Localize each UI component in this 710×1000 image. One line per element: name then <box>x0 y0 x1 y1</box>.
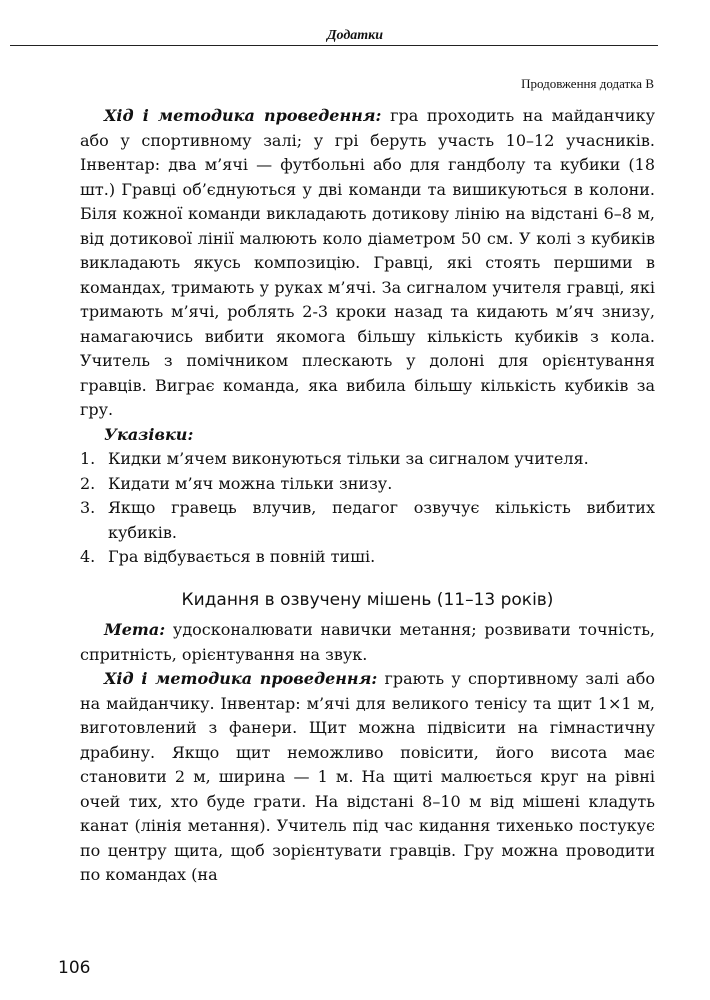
method-text: грають у спортивному залі або на майданчику. Інвентар: м’ячі для великого тенісу та щит 1×1 м, виготовлений з фанери. Щит можна підвісити на гімнастичну драбину. Якщо щит неможливо повісити, його висота має становити 2 м, ширина — 1 м. На щиті малюється круг на рівні очей тих, хто буде грати. На відстані 8–10 м від мішені кладуть канат (лінія метання). Учитель під час кидання тихенько постукує по центру щита, щоб зорієнтувати гравців. Гру можна проводити по командах (на <box>80 669 656 884</box>
list-item-number: 3. <box>80 498 96 517</box>
section1-body: гра проходить на майданчику або у спортивному залі; у грі беруть участь 10–12 учасників. Інвентар: два м’ячі — футбольні або для гандболу та кубики (18 шт.) Гравці об’єднуються у дві команди та вишикуються в колони. Біля кожної команди викладають дотикову лінію на відстані 6–8 м, від дотикової лінії малюють коло діаметром 50 см. У колі з кубиків викладають якусь композицію. Гравці, які стоять першими в командах, тримають у руках м’ячі. За сигналом учителя гравці, які тримають м’ячі, роблять 2-3 кроки назад та кидають м’яч знизу, намагаючись вибити якомога більшу кількість кубиків з кола. Учитель з помічником плескають у долоні для орієнтування гравців. Виграє команда, яка вибила більшу кількість кубиків за гру. <box>80 106 655 419</box>
list-item <box>80 447 655 472</box>
list-item <box>80 545 655 570</box>
method-label: Хід і методика проведення: <box>104 669 378 688</box>
list-item-text: Гра відбувається в повній тиші. <box>108 547 376 566</box>
section1-paragraph <box>80 104 655 423</box>
list-item-text: Кидати м’яч можна тільки знизу. <box>108 473 393 493</box>
continuation-label: Продовження додатка В <box>521 76 654 91</box>
instructions-heading <box>80 423 655 448</box>
page-body <box>80 104 655 888</box>
list-item-number: 2. <box>80 473 96 493</box>
method-paragraph <box>80 667 655 888</box>
goal-paragraph <box>80 618 655 667</box>
instructions-list <box>80 447 655 570</box>
list-item-number: 4. <box>80 547 96 566</box>
goal-label: Мета: <box>104 620 166 639</box>
running-title: Додатки <box>326 28 384 43</box>
header-rule <box>10 45 658 46</box>
list-item-text: Якщо гравець влучив, педагог озвучує кількість вибитих кубиків. <box>108 498 655 542</box>
game2-title: Кидання в озвучену мішень (11–13 років) <box>181 589 554 610</box>
list-item-number: 1. <box>80 449 96 468</box>
list-item-text: Кидки м’ячем виконуються тільки за сигналом учителя. <box>108 449 589 468</box>
section1-label: Хід і методика проведення: <box>104 106 382 125</box>
list-item <box>80 496 655 545</box>
list-item <box>80 472 655 497</box>
goal-text: удосконалювати навички метання; розвивати точність, спритність, орієнтування на звук. <box>80 620 655 664</box>
page-number: 106 <box>58 958 91 978</box>
instructions-label: Указівки: <box>104 424 194 444</box>
